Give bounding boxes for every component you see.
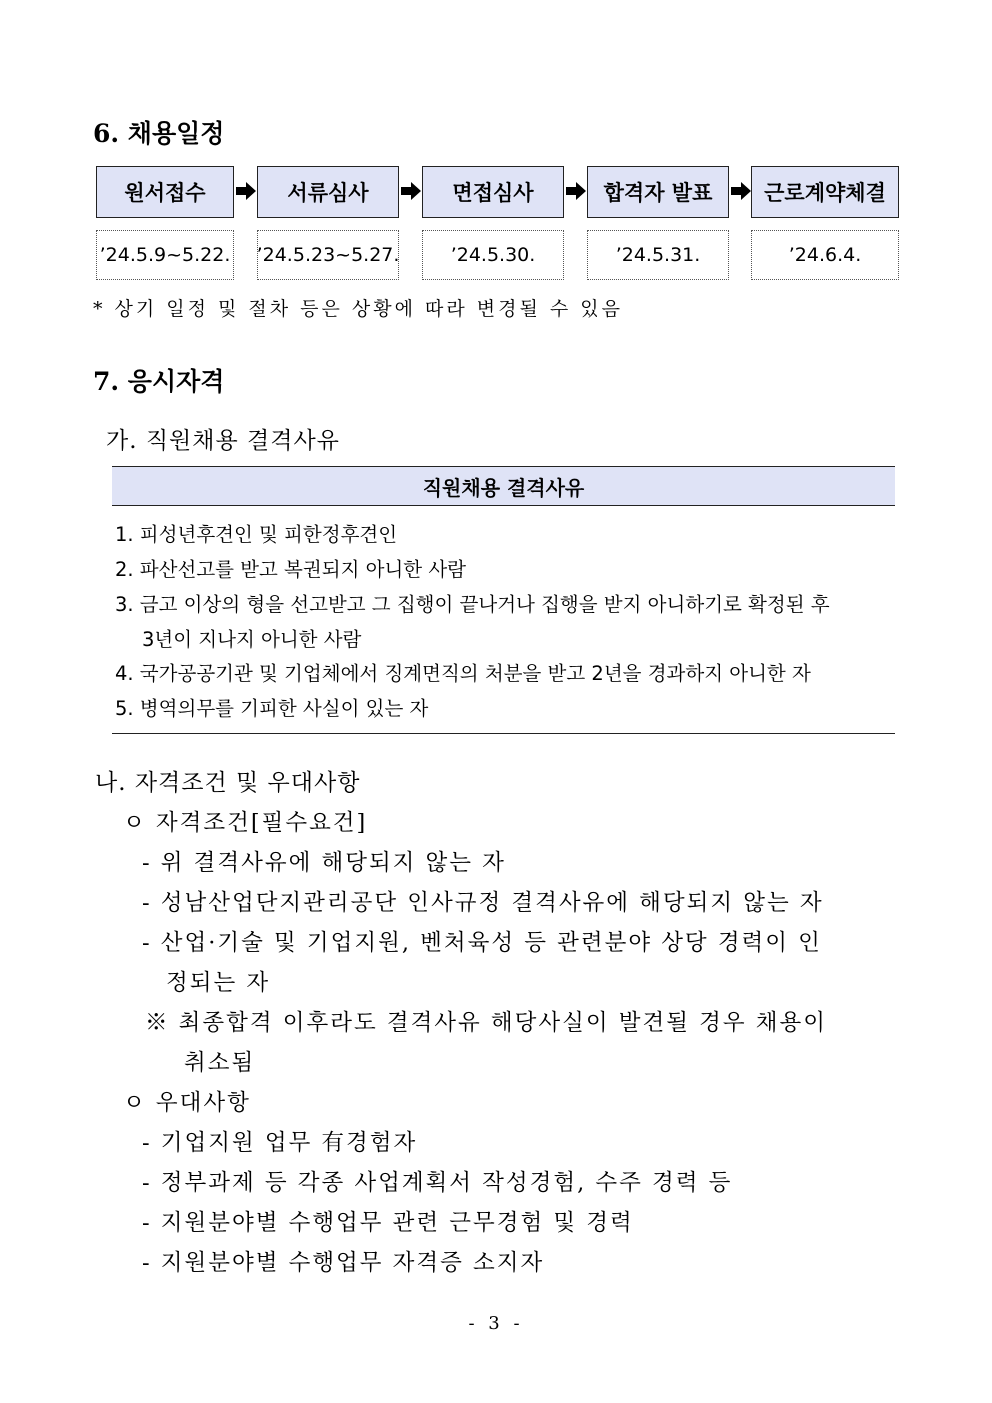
disqualification-table-header: 직원채용 결격사유 [112, 466, 895, 506]
step-box-announcement: 합격자 발표 [587, 166, 729, 218]
arrow-right-icon [235, 181, 257, 201]
section-6-title: 6. 채용일정 [93, 119, 225, 148]
step-box-application: 원서접수 [96, 166, 234, 218]
arrow-right-icon [730, 181, 752, 201]
caution-note: ※ 최종합격 이후라도 결격사유 해당사실이 발견될 경우 채용이 [145, 1010, 827, 1036]
disqualification-item: 5. 병역의무를 기피한 사실이 있는 자 [115, 697, 429, 720]
preference-item: - 지원분야별 수행업무 자격증 소지자 [142, 1250, 545, 1276]
disqualification-item: 3. 금고 이상의 형을 선고받고 그 집행이 끝나거나 집행을 받지 아니하기로 확정된 후 [115, 593, 830, 616]
arrow-right-icon [565, 181, 587, 201]
section-7-title: 7. 응시자격 [93, 367, 225, 396]
qualification-heading: ㅇ 자격조건[필수요건] [123, 810, 368, 836]
disqualification-item: 4. 국가공공기관 및 기업체에서 징계면직의 처분을 받고 2년을 경과하지 아니한 자 [115, 662, 811, 685]
step-box-document-review: 서류심사 [257, 166, 399, 218]
qualification-item: - 위 결격사유에 해당되지 않는 자 [142, 850, 506, 876]
qualification-item-continuation: 정되는 자 [166, 970, 271, 996]
table-bottom-rule [112, 733, 895, 734]
page-number: - 3 - [468, 1313, 524, 1334]
disqualification-item-continuation: 3년이 지나지 아니한 사람 [142, 628, 362, 651]
date-box-announcement: ’24.5.31. [587, 230, 729, 280]
date-box-interview: ’24.5.30. [422, 230, 564, 280]
schedule-note: * 상기 일정 및 절차 등은 상황에 따라 변경될 수 있음 [93, 298, 623, 320]
preference-item: - 지원분야별 수행업무 관련 근무경험 및 경력 [142, 1210, 634, 1236]
disqualification-item: 1. 피성년후견인 및 피한정후견인 [115, 523, 398, 546]
caution-note-continuation: 취소됨 [184, 1050, 256, 1076]
arrow-right-icon [400, 181, 422, 201]
qualification-item: - 성남산업단지관리공단 인사규정 결격사유에 해당되지 않는 자 [142, 890, 824, 916]
preference-item: - 정부과제 등 각종 사업계획서 작성경험, 수주 경력 등 [142, 1170, 733, 1196]
preference-item: - 기업지원 업무 有경험자 [142, 1130, 418, 1156]
preference-heading: ㅇ 우대사항 [123, 1090, 251, 1116]
date-box-contract: ’24.6.4. [751, 230, 899, 280]
date-box-document-review: ’24.5.23~5.27. [257, 230, 399, 280]
qualification-item: - 산업·기술 및 기업지원, 벤처육성 등 관련분야 상당 경력이 인 [142, 930, 822, 956]
subsection-a-title: 가. 직원채용 결격사유 [106, 428, 340, 454]
step-box-interview: 면접심사 [422, 166, 564, 218]
date-box-application: ’24.5.9~5.22. [96, 230, 234, 280]
disqualification-item: 2. 파산선고를 받고 복권되지 아니한 사람 [115, 558, 466, 581]
step-box-contract: 근로계약체결 [751, 166, 899, 218]
subsection-b-title: 나. 자격조건 및 우대사항 [95, 770, 361, 796]
